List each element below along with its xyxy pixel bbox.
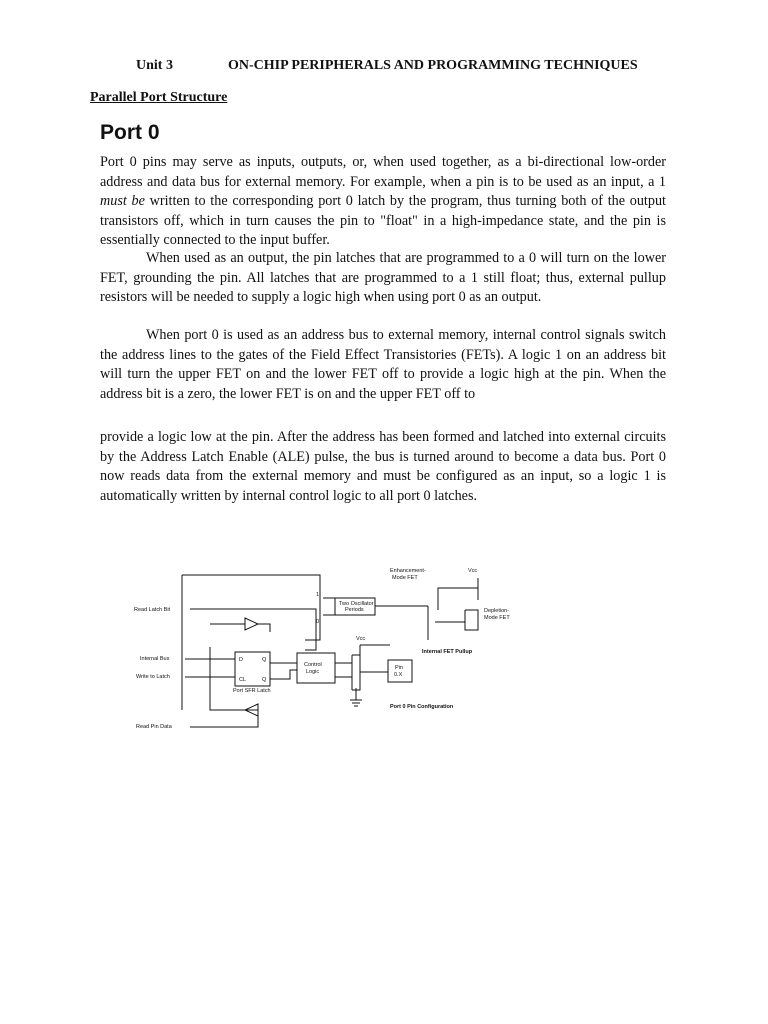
label-vcc-top: Vcc bbox=[468, 568, 478, 574]
label-control-1: Control bbox=[304, 662, 322, 668]
label-read-pin-data: Read Pin Data bbox=[136, 724, 172, 730]
label-two-osc-2: Periods bbox=[345, 607, 364, 613]
paragraph-2: When used as an output, the pin latches that are programmed to a 0 will turn on the lower FET, grounding the pin. All latches that are programmed to a 1 still float; thus, external pullup resistors will be needed to supply a logic high when using port 0 as an output. bbox=[100, 250, 666, 306]
label-vcc-mid: Vcc bbox=[356, 636, 366, 642]
label-read-latch-bit: Read Latch Bit bbox=[134, 607, 171, 613]
label-enh-fet-2: Mode FET bbox=[392, 575, 418, 581]
label-latch-qbar: Q bbox=[262, 677, 267, 683]
label-internal-fet-pullup: Internal FET Pullup bbox=[422, 649, 473, 655]
header-title: ON-CHIP PERIPHERALS AND PROGRAMMING TECHNIQUES bbox=[228, 58, 638, 73]
label-latch-cl: CL bbox=[239, 677, 247, 683]
section-title: Parallel Port Structure bbox=[90, 90, 228, 105]
paragraph-1-emphasis: must be bbox=[100, 193, 145, 210]
port0-circuit-diagram bbox=[120, 560, 540, 740]
label-depletion-2: Mode FET bbox=[484, 615, 510, 621]
paragraph-4: provide a logic low at the pin. After the address has been formed and latched into external circuits by the Address Latch Enable (ALE) pulse, the bus is turned around to become a data bus. Port 0 now reads data from the external memory and must be configured as an input, so a logic 1 is automatically written by internal control logic to all port 0 latches. bbox=[100, 429, 666, 504]
label-latch-q: Q bbox=[262, 657, 267, 663]
label-port0-pin-config: Port 0 Pin Configuration bbox=[390, 704, 454, 710]
label-zero: 0 bbox=[316, 619, 320, 625]
paragraph-1-text-b: written to the corresponding port 0 latch by the program, thus turning both of the output transistors off, which in turn causes the pin to "float" in a high-impedance state, and the pin is essentially connected to the input buffer. bbox=[100, 193, 666, 249]
header-unit: Unit 3 bbox=[136, 58, 173, 73]
label-write-to-latch: Write to Latch bbox=[136, 674, 170, 680]
paragraph-1-text-a: Port 0 pins may serve as inputs, outputs, or, when used together, as a bi-directional low-order address and data bus for external memory. For example, when a pin is to be used as an input, a 1 bbox=[100, 154, 666, 190]
label-one: 1 bbox=[316, 592, 320, 598]
label-two-osc-1: Two Oscillator bbox=[339, 601, 374, 607]
label-latch-d: D bbox=[239, 657, 243, 663]
label-pin-2: 0.X bbox=[394, 672, 403, 678]
label-enh-fet-1: Enhancement- bbox=[390, 568, 426, 574]
label-control-2: Logic bbox=[306, 669, 320, 675]
port-heading: Port 0 bbox=[100, 121, 160, 144]
label-pin-1: Pin bbox=[395, 665, 403, 671]
paragraph-1 bbox=[100, 153, 666, 251]
label-internal-bus: Internal Bus bbox=[140, 656, 170, 662]
label-port-sfr-latch: Port SFR Latch bbox=[233, 688, 271, 694]
paragraph-3: When port 0 is used as an address bus to external memory, internal control signals switch the address lines to the gates of the Field Effect Transistories (FETs). A logic 1 on an address bit will turn the upper FET on and the lower FET off to provide a logic high at the pin. When the address bit is a zero, the lower FET is on and the upper FET off to bbox=[100, 327, 666, 402]
label-depletion-1: Depletion- bbox=[484, 608, 510, 614]
